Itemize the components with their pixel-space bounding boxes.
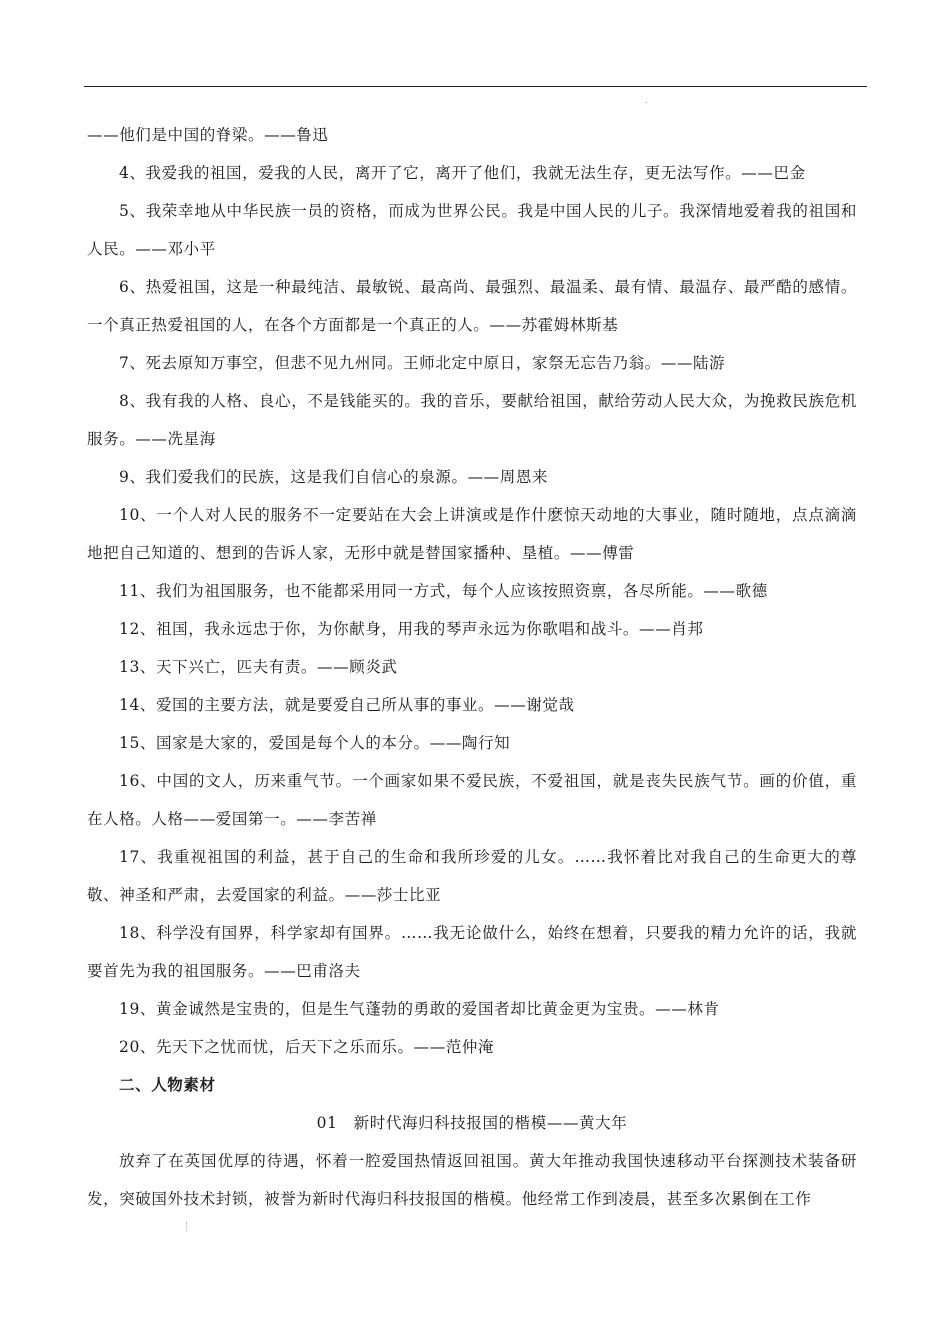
quote-6: 6、热爱祖国，这是一种最纯洁、最敏锐、最高尚、最强烈、最温柔、最有情、最温存、最严酷的感情。一个真正热爱祖国的人，在各个方面都是一个真正的人。——苏霍姆林斯基 [87,278,857,334]
quote-18: 18、科学没有国界，科学家却有国界。……我无论做什么，始终在想着，只要我的精力允许的话，我就要首先为我的祖国服务。——巴甫洛夫 [87,924,857,980]
quote-13: 13、天下兴亡，匹夫有责。——顾炎武 [119,658,398,676]
quote-14: 14、爱国的主要方法，就是要爱自己所从事的事业。——谢觉哉 [119,696,575,714]
quote-19: 19、黄金诚然是宝贵的，但是生气蓬勃的勇敢的爱国者却比黄金更为宝贵。——林肯 [119,1000,720,1018]
header-rule [84,86,867,87]
quote-12: 12、祖国，我永远忠于你，为你献身，用我的琴声永远为你歌唱和战斗。——肖邦 [119,620,704,638]
footer-mark [186,1222,188,1232]
section-heading: 二、人物素材 [119,1075,216,1094]
continuation-line: ——他们是中国的脊梁。——鲁迅 [87,126,329,144]
quote-20: 20、先天下之忧而忧，后天下之乐而乐。——范仲淹 [119,1038,495,1056]
sub-heading: 01 新时代海归科技报国的楷模——黄大年 [316,1114,628,1132]
quote-5: 5、我荣幸地从中华民族一员的资格，而成为世界公民。我是中国人民的儿子。我深情地爱着我的祖国和人民。——邓小平 [87,202,857,258]
quote-8: 8、我有我的人格、良心，不是钱能买的。我的音乐，要献给祖国，献给劳动人民大众，为挽救民族危机服务。——冼星海 [87,392,857,448]
document-body [87,116,857,1218]
body-paragraph: 放弃了在英国优厚的待遇，怀着一腔爱国热情返回祖国。黄大年推动我国快速移动平台探测技术装备研发，突破国外技术封锁，被誉为新时代海归科技报国的楷模。他经常工作到凌晨，甚至多次累倒在工作 [87,1152,857,1208]
quote-7: 7、死去原知万事空，但悲不见九州同。王师北定中原日，家祭无忘告乃翁。——陆游 [119,354,726,372]
quote-11: 11、我们为祖国服务，也不能都采用同一方式，每个人应该按照资禀，各尽所能。——歌德 [119,582,768,600]
quote-16: 16、中国的文人，历来重气节。一个画家如果不爱民族，不爱祖国，就是丧失民族气节。画的价值，重在人格。人格——爱国第一。——李苦禅 [87,772,857,828]
quote-4: 4、我爱我的祖国，爱我的人民，离开了它，离开了他们，我就无法生存，更无法写作。——巴金 [119,164,806,182]
quote-15: 15、国家是大家的，爱国是每个人的本分。——陶行知 [119,734,511,752]
quote-10: 10、一个人对人民的服务不一定要站在大会上讲演或是作什麽惊天动地的大事业，随时随地，点点滴滴地把自己知道的、想到的告诉人家，无形中就是替国家播种、垦植。——傅雷 [87,506,857,562]
quote-17: 17、我重视祖国的利益，甚于自己的生命和我所珍爱的儿女。……我怀着比对我自己的生命更大的尊敬、神圣和严肃，去爱国家的利益。——莎士比亚 [87,848,857,904]
quote-9: 9、我们爱我们的民族，这是我们自信心的泉源。——周恩来 [119,468,549,486]
header-dot: . [645,96,648,105]
